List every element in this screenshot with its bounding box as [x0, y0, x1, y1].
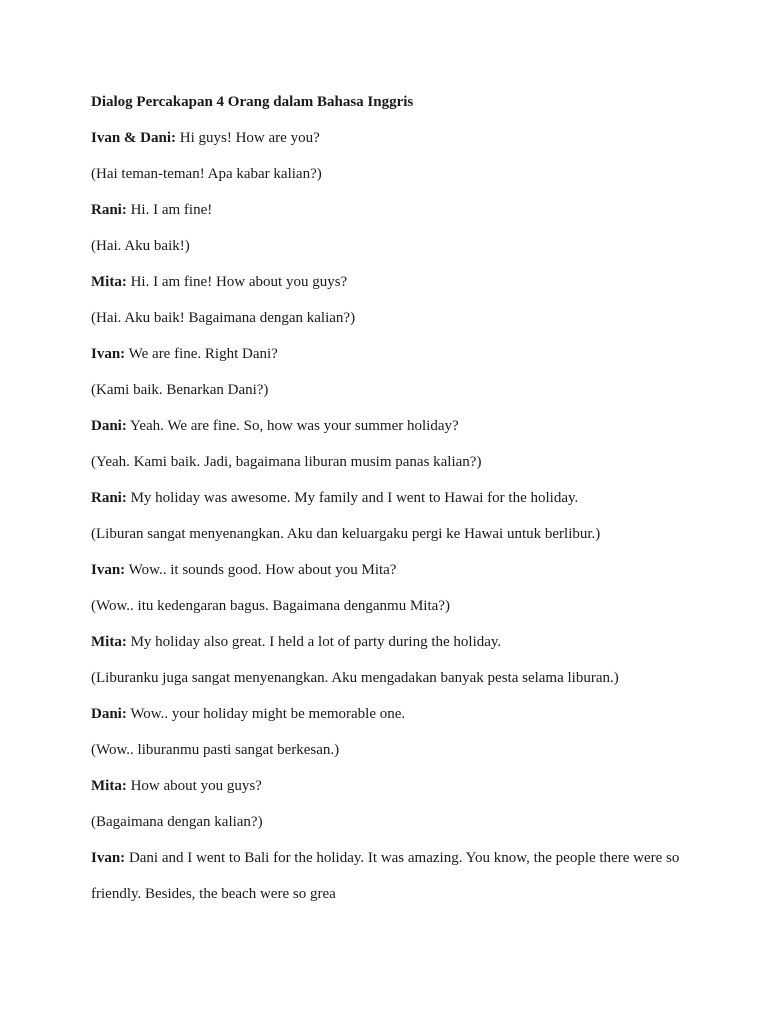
speaker-name: Mita: — [91, 274, 127, 290]
translation-text: (Liburan sangat menyenangkan. Aku dan keluargaku pergi ke Hawai untuk berlibur.) — [91, 526, 601, 542]
dialog-text: My holiday was awesome. My family and I went to Hawai for the holiday. — [126, 490, 579, 506]
translation-text: (Bagaimana dengan kalian?) — [91, 814, 263, 830]
translation-line — [91, 524, 711, 544]
dialog-text: Yeah. We are fine. So, how was your summer holiday? — [126, 418, 459, 434]
translation-text: (Kami baik. Benarkan Dani?) — [91, 382, 269, 398]
speaker-name: Dani: — [91, 706, 127, 722]
translation-line — [91, 740, 711, 760]
dialog-text: We are fine. Right Dani? — [125, 346, 278, 362]
translation-line — [91, 812, 711, 832]
dialog-line — [91, 632, 711, 652]
speaker-name: Rani: — [91, 490, 127, 506]
dialog-text: How about you guys? — [126, 778, 262, 794]
dialog-text: Wow.. it sounds good. How about you Mita? — [125, 562, 397, 578]
translation-line — [91, 164, 711, 184]
dialog-line — [91, 776, 711, 796]
dialog-line — [91, 704, 711, 724]
speaker-name: Mita: — [91, 778, 127, 794]
speaker-name: Rani: — [91, 202, 127, 218]
dialog-line — [91, 416, 711, 436]
document-title: Dialog Percakapan 4 Orang dalam Bahasa Inggris — [91, 94, 414, 110]
dialog-text: Hi. I am fine! — [126, 202, 213, 218]
translation-text: (Liburanku juga sangat menyenangkan. Aku mengadakan banyak pesta selama liburan.) — [91, 670, 619, 686]
translation-line — [91, 236, 711, 256]
translation-text: (Hai teman-teman! Apa kabar kalian?) — [91, 166, 322, 182]
speaker-name: Ivan: — [91, 850, 126, 866]
translation-line — [91, 380, 711, 400]
translation-text: (Yeah. Kami baik. Jadi, bagaimana liburan musim panas kalian?) — [91, 454, 482, 470]
speaker-name: Ivan: — [91, 346, 126, 362]
dialog-line — [91, 560, 711, 580]
translation-text: (Wow.. itu kedengaran bagus. Bagaimana denganmu Mita?) — [91, 598, 450, 614]
dialog-text: Dani and I went to Bali for the holiday. It was amazing. You know, the people there were so friendly. Besides, the beach were so grea — [91, 850, 680, 902]
speaker-name: Ivan & Dani: — [91, 130, 177, 146]
translation-text: (Hai. Aku baik!) — [91, 238, 190, 254]
translation-line — [91, 452, 711, 472]
dialog-line — [91, 344, 711, 364]
speaker-name: Dani: — [91, 418, 127, 434]
translation-text: (Hai. Aku baik! Bagaimana dengan kalian?) — [91, 310, 356, 326]
translation-line — [91, 596, 711, 616]
speaker-name: Ivan: — [91, 562, 126, 578]
dialog-line — [91, 272, 711, 292]
document-body — [91, 92, 711, 928]
translation-text: (Wow.. liburanmu pasti sangat berkesan.) — [91, 742, 340, 758]
dialog-text: Hi. I am fine! How about you guys? — [126, 274, 348, 290]
dialog-text: My holiday also great. I held a lot of party during the holiday. — [126, 634, 502, 650]
dialog-text: Hi guys! How are you? — [176, 130, 320, 146]
dialog-line — [91, 488, 711, 508]
translation-line — [91, 668, 711, 688]
dialog-text: Wow.. your holiday might be memorable one. — [126, 706, 406, 722]
translation-line — [91, 308, 711, 328]
dialog-line — [91, 840, 711, 912]
speaker-name: Mita: — [91, 634, 127, 650]
dialog-line — [91, 128, 711, 148]
dialog-line — [91, 200, 711, 220]
